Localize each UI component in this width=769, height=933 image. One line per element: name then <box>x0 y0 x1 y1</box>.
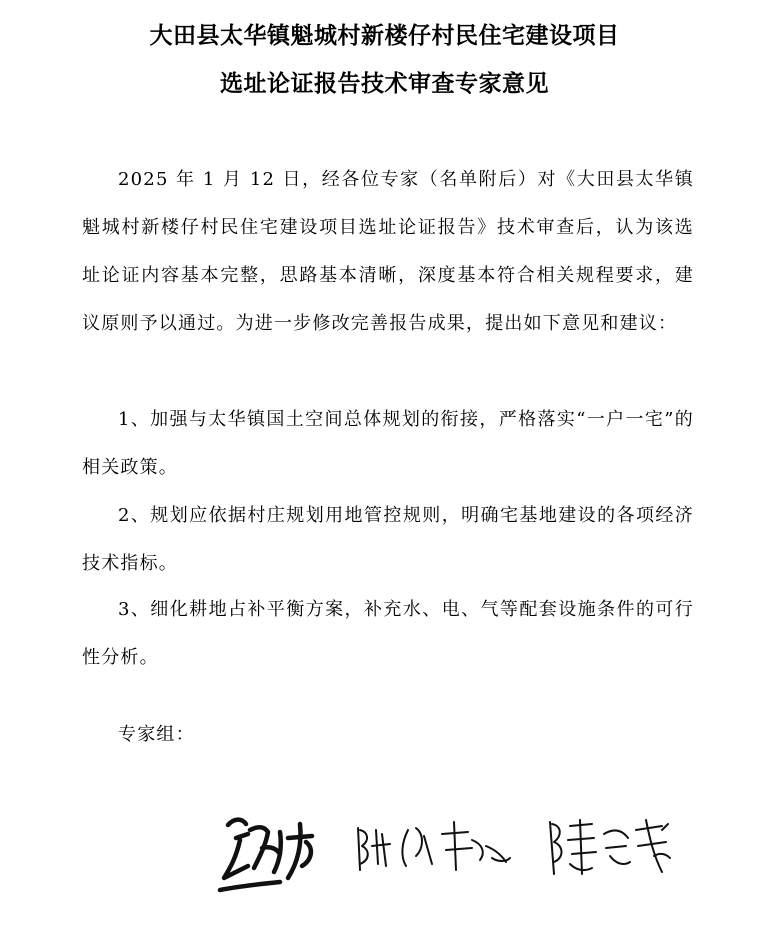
experts-label: 专家组： <box>118 724 195 745</box>
document-title-line1: 大田县太华镇魁城村新楼仔村民住宅建设项目 <box>149 22 620 49</box>
signatures-area <box>210 800 690 910</box>
intro-paragraph-block <box>82 156 694 348</box>
signature-2 <box>358 822 510 870</box>
opinion-item-1-block <box>82 396 694 492</box>
opinion-item-3: 3、细化耕地占补平衡方案，补充水、电、气等配套设施条件的可行性分析。 <box>82 599 694 668</box>
intro-paragraph: 2025 年 1 月 12 日，经各位专家（名单附后）对《大田县太华镇魁城村新楼仔村民住宅建设项目选址论证报告》技术审查后，认为该选址论证内容基本完整，思路基本清晰，深度基本符合相关规程要求，建议原则予以通过。为进一步修改完善报告成果，提出如下意见和建议： <box>82 169 694 334</box>
document-title-line2: 选址论证报告技术审查专家意见 <box>220 70 549 97</box>
opinion-item-2: 2、规划应依据村庄规划用地管控规则，明确宅基地建设的各项经济技术指标。 <box>82 505 694 574</box>
handwritten-signatures <box>210 800 690 910</box>
opinion-item-3-block <box>82 586 694 682</box>
signature-1 <box>220 820 312 890</box>
signature-3 <box>550 820 670 874</box>
opinion-item-1: 1、加强与太华镇国土空间总体规划的衔接，严格落实“一户一宅”的相关政策。 <box>82 409 694 478</box>
opinion-item-2-block <box>82 492 694 588</box>
